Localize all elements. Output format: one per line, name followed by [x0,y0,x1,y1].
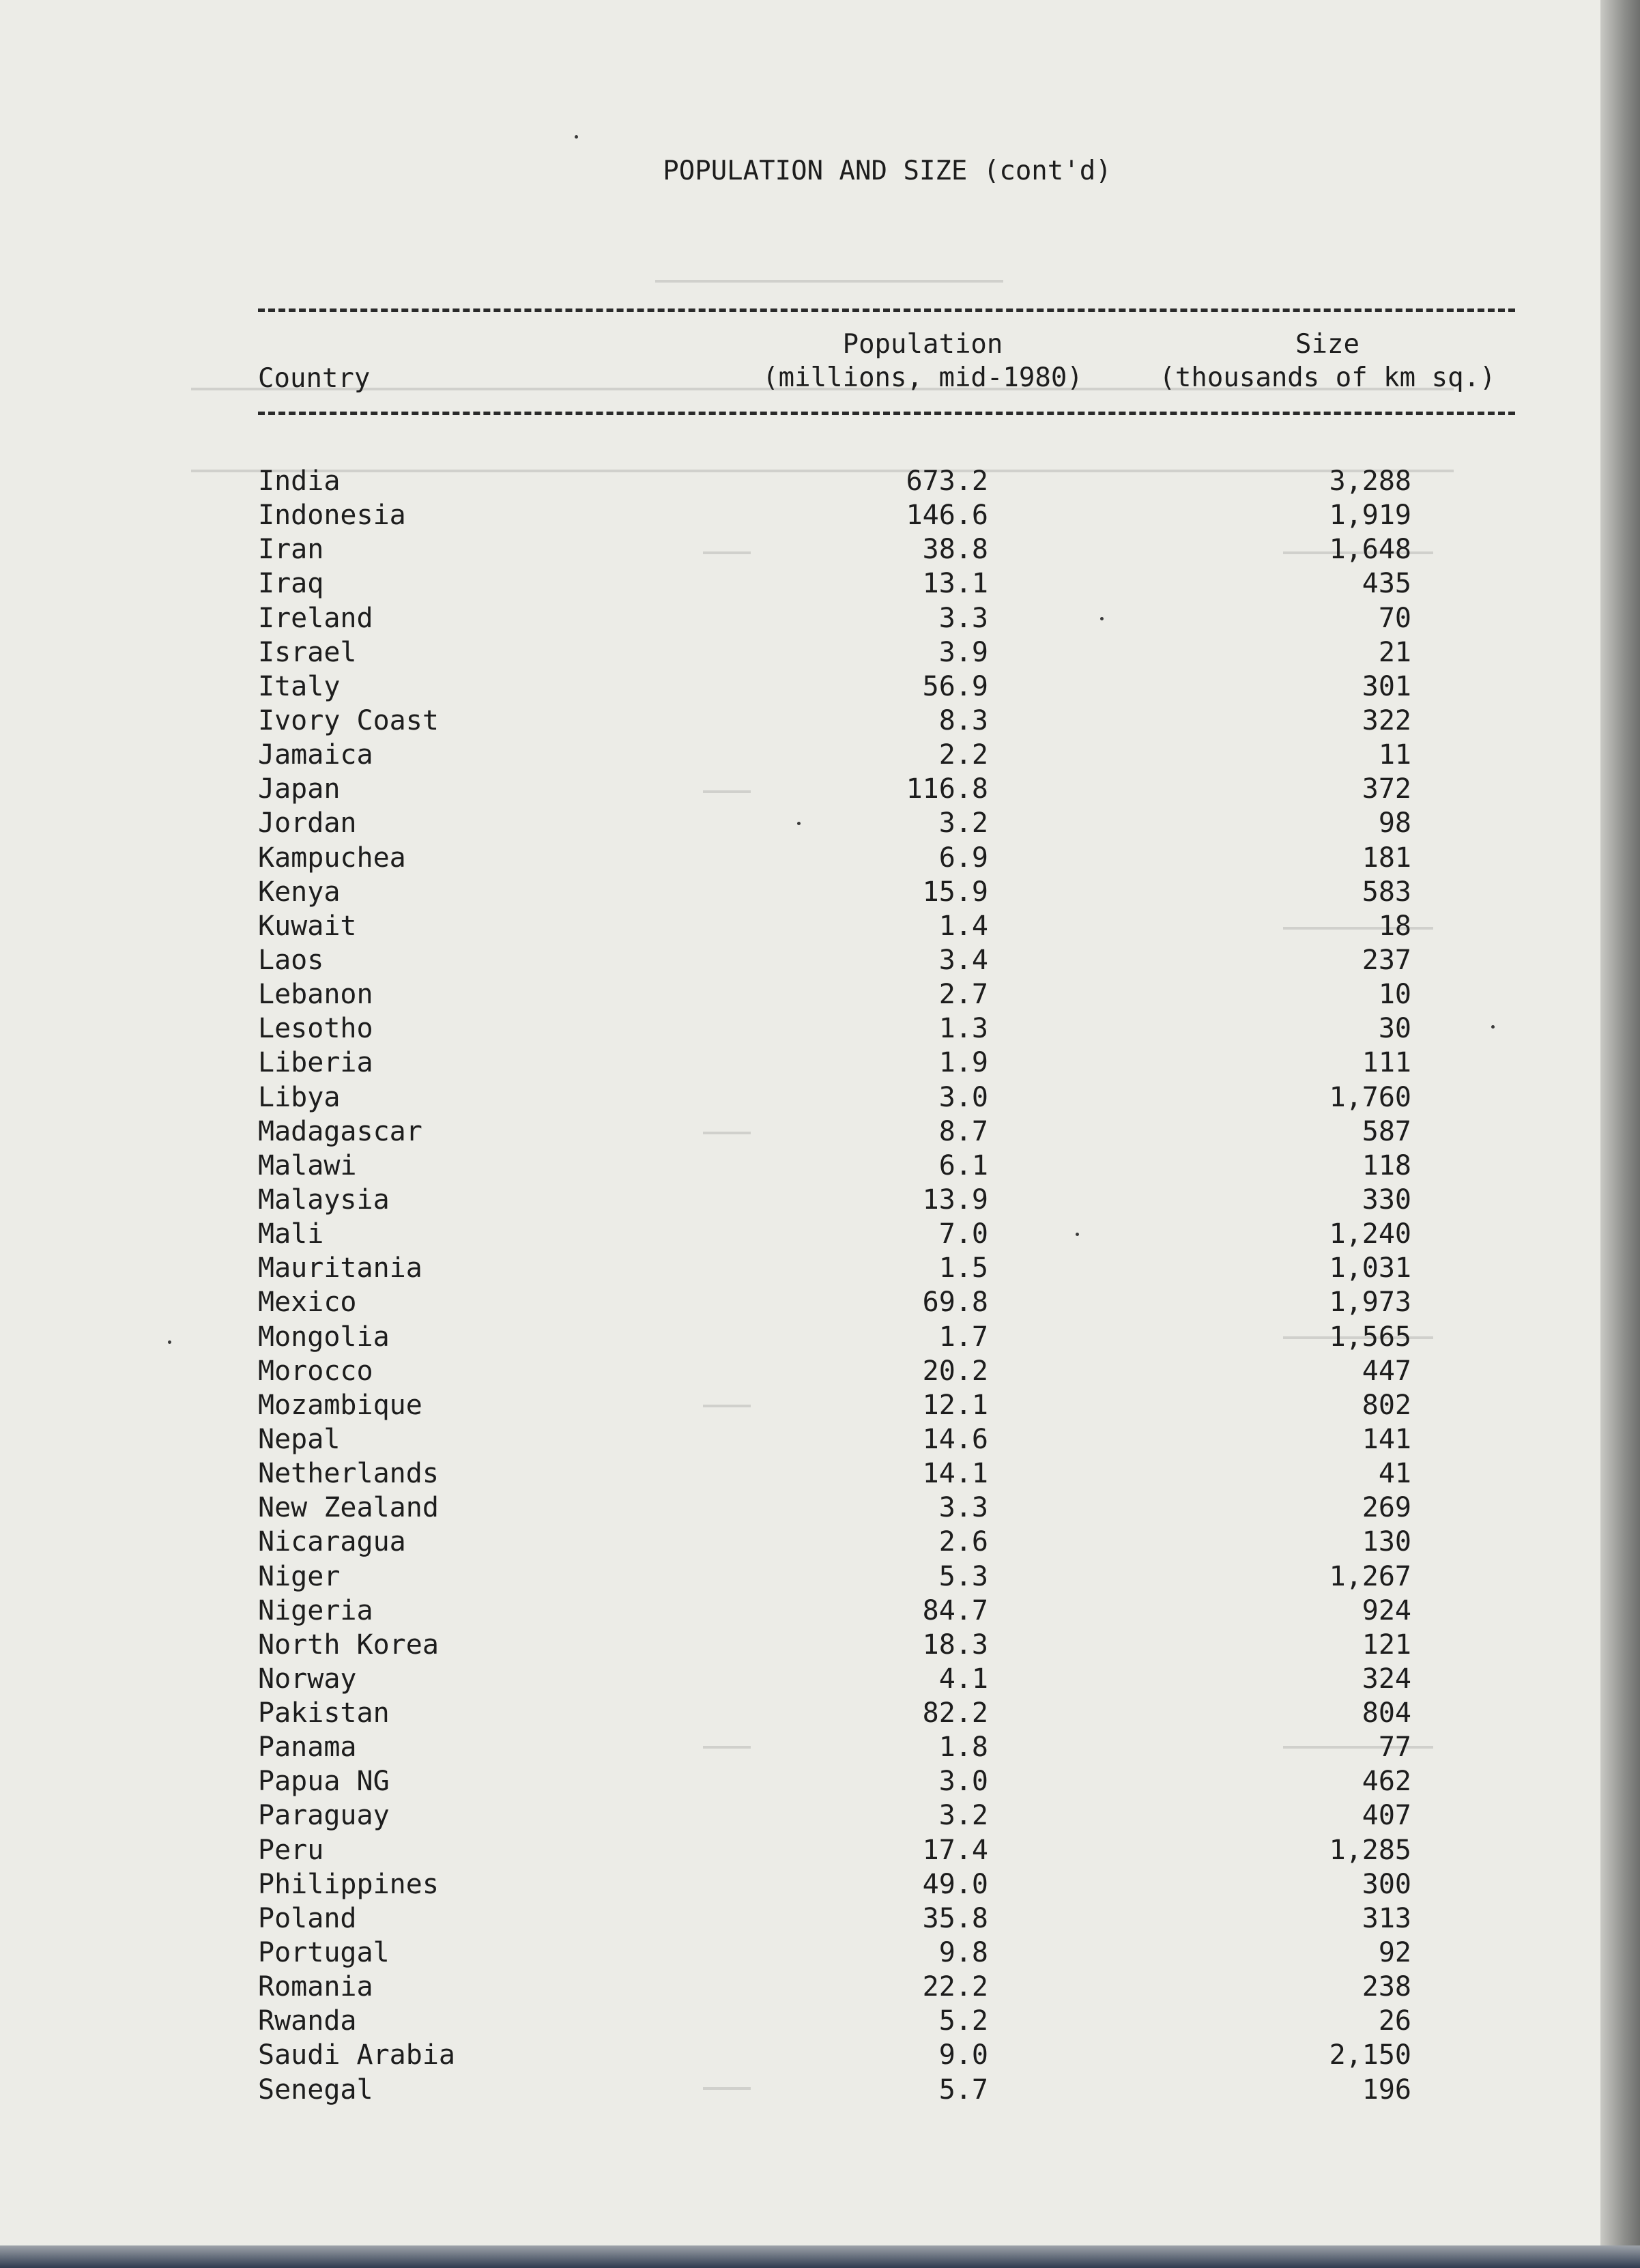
size-cell: 447 [1362,1355,1411,1387]
country-cell: Netherlands [258,1458,439,1490]
country-cell: Paraguay [258,1800,390,1832]
table-row [0,601,1600,635]
population-cell: 1.3 [938,1013,988,1045]
table-row [0,806,1600,840]
table-row [0,772,1600,806]
population-cell: 20.2 [922,1355,988,1387]
population-cell: 2.6 [938,1526,988,1558]
size-cell: 98 [1378,807,1411,839]
country-cell: Nepal [258,1423,341,1455]
country-cell: Ireland [258,602,373,634]
table-row [0,464,1600,498]
population-cell: 35.8 [922,1902,988,1934]
size-cell: 181 [1362,842,1411,874]
population-cell: 5.7 [938,2073,988,2106]
table-row [0,1491,1600,1525]
size-cell: 3,288 [1329,465,1411,497]
size-cell: 196 [1362,2073,1411,2106]
population-cell: 84.7 [922,1594,988,1626]
table-row [0,1594,1600,1628]
table-row [0,532,1600,566]
size-cell: 2,150 [1329,2039,1411,2071]
population-cell: 2.2 [938,739,988,771]
population-cell: 6.9 [938,842,988,874]
size-cell: 1,919 [1329,500,1411,532]
country-cell: Mongolia [258,1321,390,1353]
population-cell: 38.8 [922,534,988,566]
column-header-population [745,328,1100,394]
table-row [0,1833,1600,1867]
size-cell: 583 [1362,876,1411,908]
country-cell: Peru [258,1834,324,1866]
population-cell: 3.3 [938,1492,988,1524]
population-cell: 5.2 [938,2005,988,2037]
table-row [0,1320,1600,1354]
population-cell: 12.1 [922,1389,988,1421]
size-cell: 121 [1362,1628,1411,1661]
size-cell: 70 [1378,602,1411,634]
population-cell: 9.8 [938,1937,988,1969]
size-cell: 118 [1362,1149,1411,1181]
country-cell: Jordan [258,807,357,839]
table-row [0,1251,1600,1285]
country-cell: Kampuchea [258,842,406,874]
country-cell: Philippines [258,1868,439,1900]
population-cell: 673.2 [906,465,988,497]
table-row [0,841,1600,875]
table-row [0,1798,1600,1833]
table-row [0,1456,1600,1491]
table-row [0,1525,1600,1559]
table-row [0,1080,1600,1115]
country-cell: Kuwait [258,910,357,942]
population-cell: 1.4 [938,910,988,942]
population-cell: 49.0 [922,1868,988,1900]
table-row [0,1867,1600,1901]
table-row [0,1662,1600,1696]
size-cell: 237 [1362,944,1411,976]
table-body [0,464,1600,2107]
population-cell: 5.3 [938,1560,988,1592]
size-cell: 407 [1362,1800,1411,1832]
table-row [0,1560,1600,1594]
size-cell: 10 [1378,979,1411,1011]
size-cell: 238 [1362,1971,1411,2003]
table-row [0,1115,1600,1149]
size-cell: 372 [1362,773,1411,805]
header-rule-bottom [258,412,1515,415]
country-cell: Laos [258,944,324,976]
population-cell: 7.0 [938,1218,988,1250]
population-header-line2: (millions, mid-1980) [762,362,1083,393]
size-cell: 322 [1362,704,1411,736]
population-cell: 2.7 [938,979,988,1011]
size-cell: 111 [1362,1047,1411,1079]
country-cell: Senegal [258,2073,373,2106]
population-cell: 3.0 [938,1081,988,1113]
column-header-size [1150,328,1505,394]
size-header-line2: (thousands of km sq.) [1159,362,1496,393]
table-row [0,635,1600,670]
country-cell: Malawi [258,1149,357,1181]
population-cell: 3.2 [938,807,988,839]
country-cell: Nicaragua [258,1526,406,1558]
size-cell: 300 [1362,1868,1411,1900]
table-row [0,1217,1600,1251]
population-cell: 14.6 [922,1423,988,1455]
population-cell: 3.3 [938,602,988,634]
country-cell: Japan [258,773,341,805]
population-cell: 17.4 [922,1834,988,1866]
scan-edge-bottom [0,2245,1640,2268]
scan-edge-right [1600,0,1640,2268]
size-header-line1: Size [1295,329,1360,360]
table-row [0,1730,1600,1764]
country-cell: Panama [258,1732,357,1764]
population-cell: 82.2 [922,1697,988,1729]
size-cell: 92 [1378,1937,1411,1969]
population-cell: 13.9 [922,1183,988,1216]
country-cell: Jamaica [258,739,373,771]
country-cell: Italy [258,670,341,702]
country-cell: Madagascar [258,1115,422,1147]
country-cell: Libya [258,1081,341,1113]
table-row [0,1388,1600,1422]
population-cell: 3.9 [938,636,988,668]
country-cell: Saudi Arabia [258,2039,455,2071]
size-cell: 30 [1378,1013,1411,1045]
population-cell: 13.1 [922,568,988,600]
country-cell: Kenya [258,876,341,908]
country-cell: Lesotho [258,1013,373,1045]
size-cell: 1,031 [1329,1252,1411,1284]
population-cell: 6.1 [938,1149,988,1181]
country-cell: Malaysia [258,1183,390,1216]
country-cell: Mexico [258,1287,357,1319]
table-row [0,498,1600,532]
country-cell: North Korea [258,1628,439,1661]
population-cell: 8.7 [938,1115,988,1147]
population-cell: 69.8 [922,1287,988,1319]
table-row [0,1422,1600,1456]
table-row [0,977,1600,1011]
size-cell: 1,267 [1329,1560,1411,1592]
size-cell: 77 [1378,1732,1411,1764]
table-row [0,2004,1600,2038]
country-cell: Pakistan [258,1697,390,1729]
page-title: POPULATION AND SIZE (cont'd) [663,156,1112,186]
size-cell: 26 [1378,2005,1411,2037]
size-cell: 141 [1362,1423,1411,1455]
country-cell: Papua NG [258,1766,390,1798]
header-rule-top [258,308,1515,312]
size-cell: 924 [1362,1594,1411,1626]
population-cell: 116.8 [906,773,988,805]
size-cell: 1,648 [1329,534,1411,566]
table-row [0,670,1600,704]
size-cell: 462 [1362,1766,1411,1798]
size-cell: 1,565 [1329,1321,1411,1353]
table-row [0,943,1600,977]
country-cell: Liberia [258,1047,373,1079]
size-cell: 804 [1362,1697,1411,1729]
population-cell: 1.9 [938,1047,988,1079]
country-cell: Iraq [258,568,324,600]
size-cell: 1,240 [1329,1218,1411,1250]
population-cell: 8.3 [938,704,988,736]
population-cell: 18.3 [922,1628,988,1661]
table-row [0,1628,1600,1662]
column-header-country: Country [258,363,371,394]
table-row [0,704,1600,738]
country-cell: Poland [258,1902,357,1934]
country-cell: Mauritania [258,1252,422,1284]
size-cell: 435 [1362,568,1411,600]
size-cell: 301 [1362,670,1411,702]
population-cell: 1.7 [938,1321,988,1353]
table-row [0,1183,1600,1217]
country-cell: Nigeria [258,1594,373,1626]
size-cell: 1,760 [1329,1081,1411,1113]
country-cell: Niger [258,1560,341,1592]
population-cell: 56.9 [922,670,988,702]
population-cell: 1.8 [938,1732,988,1764]
country-cell: Ivory Coast [258,704,439,736]
population-cell: 3.4 [938,944,988,976]
size-cell: 587 [1362,1115,1411,1147]
population-cell: 1.5 [938,1252,988,1284]
country-cell: India [258,465,341,497]
table-row [0,1149,1600,1183]
table-row [0,1696,1600,1730]
size-cell: 269 [1362,1492,1411,1524]
population-cell: 9.0 [938,2039,988,2071]
size-cell: 130 [1362,1526,1411,1558]
size-cell: 802 [1362,1389,1411,1421]
table-row [0,1764,1600,1798]
population-cell: 3.2 [938,1800,988,1832]
size-cell: 41 [1378,1458,1411,1490]
size-cell: 1,973 [1329,1287,1411,1319]
country-cell: Portugal [258,1937,390,1969]
table-row [0,909,1600,943]
country-cell: Romania [258,1971,373,2003]
country-cell: Rwanda [258,2005,357,2037]
population-cell: 146.6 [906,500,988,532]
size-cell: 330 [1362,1183,1411,1216]
population-cell: 3.0 [938,1766,988,1798]
table-row [0,1901,1600,1936]
size-cell: 11 [1378,739,1411,771]
country-cell: Indonesia [258,500,406,532]
table-row [0,1011,1600,1046]
table-row [0,1285,1600,1319]
table-row [0,875,1600,909]
population-cell: 4.1 [938,1663,988,1695]
country-cell: Norway [258,1663,357,1695]
population-cell: 22.2 [922,1971,988,2003]
table-row [0,1936,1600,1970]
size-cell: 1,285 [1329,1834,1411,1866]
country-cell: New Zealand [258,1492,439,1524]
table-row [0,1046,1600,1080]
table-row [0,1970,1600,2004]
table-row [0,2073,1600,2107]
size-cell: 21 [1378,636,1411,668]
country-cell: Iran [258,534,324,566]
size-cell: 324 [1362,1663,1411,1695]
population-cell: 15.9 [922,876,988,908]
table-row [0,566,1600,601]
table-row [0,1354,1600,1388]
country-cell: Israel [258,636,357,668]
country-cell: Lebanon [258,979,373,1011]
table-row [0,738,1600,772]
size-cell: 313 [1362,1902,1411,1934]
country-cell: Mozambique [258,1389,422,1421]
population-cell: 14.1 [922,1458,988,1490]
population-header-line1: Population [842,329,1003,360]
table-row [0,2038,1600,2072]
size-cell: 18 [1378,910,1411,942]
country-cell: Mali [258,1218,324,1250]
country-cell: Morocco [258,1355,373,1387]
